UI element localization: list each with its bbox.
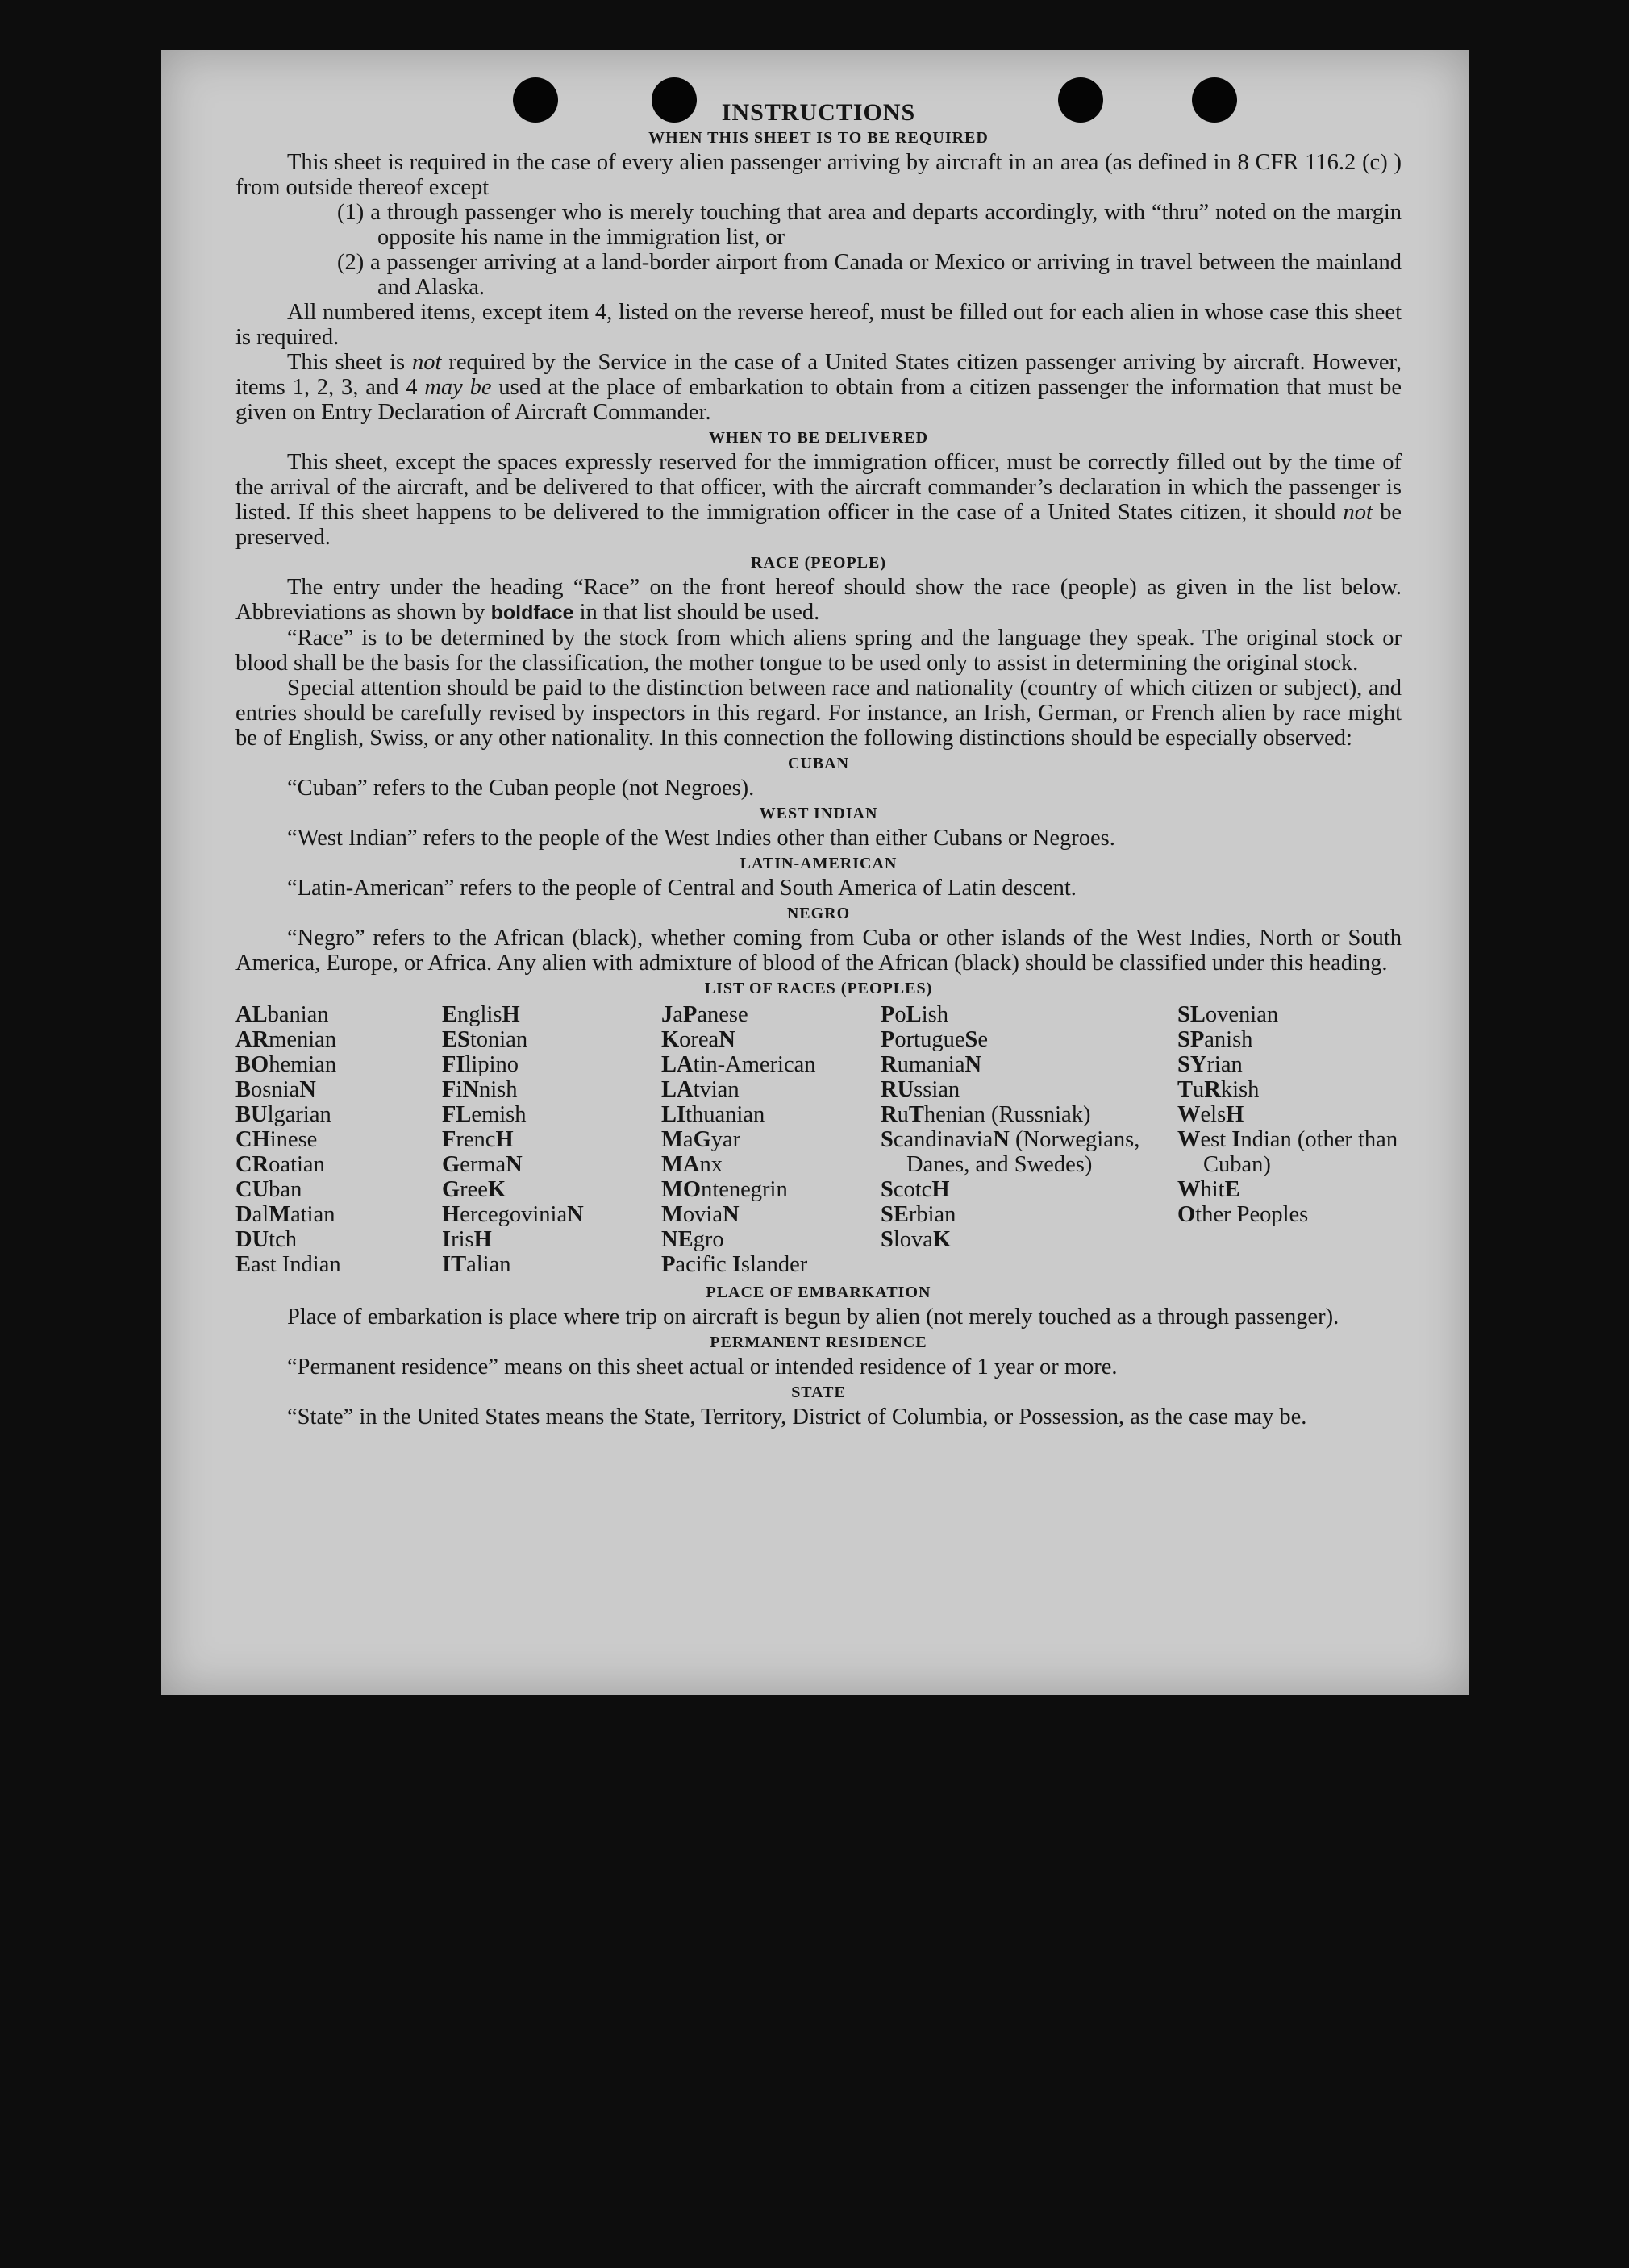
race-entry: LAtin-American [661,1052,816,1077]
paragraph: “State” in the United States means the State, Territory, District of Columbia, or Possession, as the case may be. [287,1404,1307,1429]
heading-negro: NEGRO [786,905,851,922]
race-entry: RuThenian (Russniak) [881,1102,1091,1127]
race-entry: FIlipino [442,1052,519,1077]
heading-cuban: CUBAN [787,755,850,772]
race-entry: EnglisH [442,1002,520,1027]
race-entry: BosniaN [235,1077,316,1102]
race-column [442,1002,661,1277]
race-entry: MAnx [661,1152,723,1177]
race-entry: SLovenian [1177,1002,1279,1027]
heading-permanent-residence: PERMANENT RESIDENCE [710,1334,927,1351]
race-entry: SPanish [1177,1027,1253,1052]
race-entry: ARmenian [235,1027,337,1052]
heading-list-of-races: LIST OF RACES (PEOPLES) [704,980,933,997]
paragraph: All numbered items, except item 4, listed on the reverse hereof, must be filled out for each alien in whose case this sheet is required. [235,300,1402,350]
race-entry: NEgro [661,1227,724,1252]
race-entry: WelsH [1177,1102,1244,1127]
race-entry: MoviaN [661,1202,740,1227]
race-entry: ScotcH [881,1177,950,1202]
heading-state: STATE [791,1384,846,1401]
race-entry: JaPanese [661,1002,748,1027]
race-entry: DalMatian [235,1202,335,1227]
race-entry: FLemish [442,1102,527,1127]
paragraph: “Cuban” refers to the Cuban people (not Negroes). [287,776,755,801]
document-sheet [161,50,1469,1695]
race-entry: KoreaN [661,1027,735,1052]
race-entry: FrencH [442,1127,514,1152]
list-item: (2) a passenger arriving at a land-border airport from Canada or Mexico or arriving in travel between the mainland and Alaska. [337,250,1402,300]
race-entry: FiNnish [442,1077,518,1102]
paragraph: This sheet is required in the case of every alien passenger arriving by aircraft in an area (as defined in 8 CFR 116.2 (c) ) from outside thereof except [235,150,1402,200]
race-entry: CRoatian [235,1152,325,1177]
race-column [661,1002,881,1277]
races-table [235,1002,1402,1277]
race-entry: PortugueSe [881,1027,988,1052]
race-entry: RumaniaN [881,1052,982,1077]
race-entry: DUtch [235,1227,297,1252]
list-item: (1) a through passenger who is merely touching that area and departs accordingly, with “thru” noted on the margin opposite his name in the immigration list, or [337,200,1402,250]
heading-embarkation: PLACE OF EMBARKATION [706,1284,931,1301]
heading-when-delivered: WHEN TO BE DELIVERED [708,429,929,447]
paragraph: “Latin-American” refers to the people of Central and South America of Latin descent. [287,876,1077,901]
race-entry: GermaN [442,1152,523,1177]
race-entry: SErbian [881,1202,956,1227]
race-entry: BOhemian [235,1052,337,1077]
race-entry: ITalian [442,1252,511,1277]
heading-west-indian: WEST INDIAN [759,805,878,822]
paragraph: “Race” is to be determined by the stock from which aliens spring and the language they speak. The original stock or blood shall be the basis for the classification, the mother tongue to be used only to assist in determining the original stock. [235,626,1402,676]
paragraph: The entry under the heading “Race” on the front hereof should show the race (people) as given in the list below. Abbreviations as shown by boldface in that list should be used. [235,575,1402,625]
race-entry: West Indian (other than Cuban) [1177,1127,1398,1177]
race-entry: TuRkish [1177,1077,1260,1102]
race-entry: SlovaK [881,1227,952,1252]
paragraph: Special attention should be paid to the distinction between race and nationality (country of which citizen or subject), and entries should be carefully revised by inspectors in this regard. For instance, an Irish, German, or French alien by race might be of English, Swiss, or any other nationality. In this connection the following distinctions should be especially observed: [235,676,1402,751]
paragraph: “Permanent residence” means on this sheet actual or intended residence of 1 year or more. [287,1355,1118,1380]
race-entry: HercegoviniaN [442,1202,584,1227]
race-entry: LAtvian [661,1077,740,1102]
race-entry: PoLish [881,1002,948,1027]
paragraph: “West Indian” refers to the people of the West Indies other than either Cubans or Negroes. [287,826,1115,851]
race-entry: SYrian [1177,1052,1243,1077]
race-column [881,1002,1177,1277]
race-column [235,1002,442,1277]
race-entry: WhitE [1177,1177,1240,1202]
race-entry: MaGyar [661,1127,741,1152]
race-entry: Other Peoples [1177,1202,1309,1227]
race-entry: East Indian [235,1252,341,1277]
race-column [1177,1002,1402,1277]
paragraph: “Negro” refers to the African (black), whether coming from Cuba or other islands of the West Indies, North or South America, Europe, or Africa. Any alien with admixture of blood of the African (black) should be classified under this heading. [235,926,1402,976]
race-entry: LIthuanian [661,1102,765,1127]
race-entry: MOntenegrin [661,1177,788,1202]
race-entry: RUssian [881,1077,960,1102]
race-entry: Pacific Islander [661,1252,808,1277]
race-entry: GreeK [442,1177,506,1202]
race-entry: CHinese [235,1127,318,1152]
paragraph: This sheet, except the spaces expressly reserved for the immigration officer, must be correctly filled out by the time of the arrival of the aircraft, and be delivered to that officer, with the aircraft commander’s declaration in which the passenger is listed. If this sheet happens to be delivered to the immigration officer in the case of a United States citizen, it should not be preserved. [235,450,1402,550]
race-entry: CUban [235,1177,302,1202]
heading-latin-american: LATIN-AMERICAN [740,855,898,872]
paragraph: This sheet is not required by the Service in the case of a United States citizen passenger arriving by aircraft. However, items 1, 2, 3, and 4 may be used at the place of embarkation to obtain from a citizen passenger the information that must be given on Entry Declaration of Aircraft Commander. [235,350,1402,425]
race-entry: BUlgarian [235,1102,331,1127]
heading-when-required: WHEN THIS SHEET IS TO BE REQUIRED [648,129,989,147]
race-entry: ScandinaviaN (Norwegians, Danes, and Swedes) [881,1127,1140,1177]
page-title: INSTRUCTIONS [721,99,916,126]
race-entry: ALbanian [235,1002,329,1027]
heading-race: RACE (PEOPLE) [751,554,886,572]
race-entry: EStonian [442,1027,528,1052]
race-entry: IrisH [442,1227,492,1252]
paragraph: Place of embarkation is place where trip on aircraft is begun by alien (not merely touched as a through passenger). [287,1305,1339,1330]
instructions-content [235,100,1402,1429]
